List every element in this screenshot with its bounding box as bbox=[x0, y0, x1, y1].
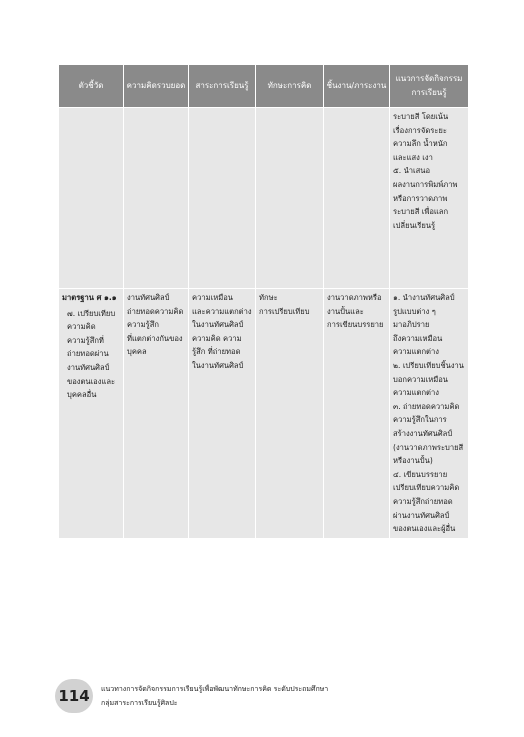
activity-cell bbox=[390, 289, 469, 539]
footer-book-title: แนวทางการจัดกิจกรรมการเรียนรู้เพื่อพัฒนาทักษะการคิด ระดับประถมศึกษา bbox=[101, 685, 329, 693]
header-content: สาระการเรียนรู้ bbox=[189, 65, 256, 108]
header-activity: แนวการจัดกิจกรรมการเรียนรู้ bbox=[390, 65, 469, 108]
empty-cell bbox=[256, 108, 324, 289]
concept-text: งานทัศนศิลป์ ถ่ายทอดความคิด ความรู้สึก ที่แตกต่างกันของ บุคคล bbox=[127, 293, 184, 357]
table-row-continued bbox=[59, 108, 469, 289]
empty-cell bbox=[59, 108, 124, 289]
activity-continued-text: ระบายสี โดยเน้น เรื่องการจัดระยะ ความลึก น้ำหนัก และแสง เงา ๕. นำเสนอ ผลงานการพิมพ์ภาพ หรือการวาดภาพ ระบายสี เพื่อแลก เปลี่ยนเรียนรู้ bbox=[393, 112, 458, 230]
skill-cell bbox=[256, 289, 324, 539]
indicator-text: ๗. เปรียบเทียบ ความคิด ความรู้สึกที่ ถ่ายทอดผ่าน งานทัศนศิลป์ ของตนเองและ บุคคลอื่น bbox=[67, 308, 116, 400]
footer-subject: กลุ่มสาระการเรียนรู้ศิลปะ bbox=[101, 699, 178, 707]
table-header-row bbox=[59, 65, 469, 108]
table-row bbox=[59, 289, 469, 539]
curriculum-table bbox=[58, 64, 469, 539]
concept-cell bbox=[124, 289, 189, 539]
skill-text: ทักษะ การเปรียบเทียบ bbox=[259, 293, 310, 316]
empty-cell bbox=[324, 108, 390, 289]
content-text: ความเหมือน และความแตกต่าง ในงานทัศนศิลป์ ความคิด ความ รู้สึก ที่ถ่ายทอด ในงานทัศนศิลป์ bbox=[192, 293, 252, 370]
header-concept: ความคิดรวบยอด bbox=[124, 65, 189, 108]
content-cell bbox=[189, 289, 256, 539]
task-cell bbox=[324, 289, 390, 539]
task-text: งานวาดภาพหรือ งานปั้นและ การเขียนบรรยาย bbox=[327, 293, 384, 330]
page-number-badge: 114 bbox=[55, 679, 93, 713]
header-indicator: ตัวชี้วัด bbox=[59, 65, 124, 108]
indicator-cell bbox=[59, 289, 124, 539]
header-task: ชิ้นงาน/ภาระงาน bbox=[324, 65, 390, 108]
standard-title: มาตรฐาน ศ ๑.๑ bbox=[62, 293, 117, 302]
empty-cell bbox=[124, 108, 189, 289]
activity-cell-continued bbox=[390, 108, 469, 289]
activity-text: ๑. นำงานทัศนศิลป์ รูปแบบต่าง ๆ มาอภิปราย ถึงความเหมือน ความแตกต่าง ๒. เปรียบเทียบชิ้นงาน บอกความเหมือน ความแตกต่าง ๓. ถ่ายทอดความคิด ความรู้สึกในการ สร้างงานทัศนศิลป์ (งานวาดภาพระบายสี หรืองานปั้น) ๔. เขียนบรรยาย เปรียบเทียบความคิด ความรู้สึกถ่ายทอด ผ่านงานทัศนศิลป์ ของตนเองและผู้อื่น bbox=[393, 293, 464, 534]
header-thinking-skill: ทักษะการคิด bbox=[256, 65, 324, 108]
empty-cell bbox=[189, 108, 256, 289]
